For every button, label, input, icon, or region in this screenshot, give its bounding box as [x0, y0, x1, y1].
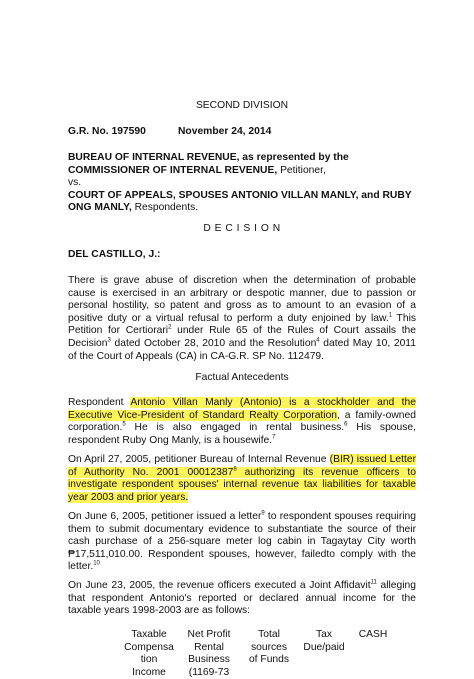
division-heading: SECOND DIVISION: [195, 100, 289, 111]
income-table-header: [118, 629, 398, 679]
case-date: November 24, 2014: [178, 126, 272, 137]
parties-vs: vs.: [68, 177, 82, 189]
june23-paragraph: On June 23, 2005, the revenue officers executed a Joint Affidavit$^{11}$ alleging that respondent Antonio's reported or declared annual income for the taxable years 1998-2003 are as follows:: [68, 579, 417, 617]
respondent-paragraph: Respondent Antonio Villan Manly (Antonio) is a stockholder and the Executive Vice-President of Standard Realty Corporation, a family-owned corporation.$^5$ He is also engaged in rental business.$^6$ His spouse, respondent Ruby Ong Manly, is a housewife.$^7$: [68, 397, 416, 446]
table-header-cell: Total sources of Funds: [248, 629, 290, 666]
table-header-cell: Net Profit Rental Business (1169-73: [187, 629, 231, 678]
parties-line-1: BUREAU OF INTERNAL REVENUE, as represented by the: [68, 152, 349, 163]
case-header: [68, 126, 416, 139]
ponente: DEL CASTILLO, J.:: [68, 249, 161, 260]
table-header-cell: CASH: [358, 629, 388, 640]
gr-number: G.R. No. 197590: [68, 126, 146, 137]
parties-line-3: COURT OF APPEALS, SPOUSES ANTONIO VILLAN MANLY, and RUBY: [68, 189, 412, 201]
highlight: (BIR) issued Letter of Authority No. 2001 00012387$^8$ authorizing its revenue officers to investigate respondent spouses' internal revenue tax liabilities for taxable year 2003 and prior years.: [68, 454, 417, 503]
highlight: Antonio Villan Manly (Antonio) is a stockholder and the Executive Vice-President of Standard Realty Corporation: [68, 397, 416, 421]
factual-heading: Factual Antecedents: [195, 372, 289, 383]
june6-paragraph: On June 6, 2005, petitioner issued a letter$^9$ to respondent spouses requiring them to submit documentary evidence to substantiate the source of their cash purchase of a 256-square meter log cabin in Tagaytay City worth ₱17,511,010.00. Respondent spouses, however, failedto comply with the letter.$^{10}$: [68, 510, 416, 573]
parties-line-4: ONG MANLY, Respondents.: [68, 202, 199, 214]
parties-line-2: COMMISSIONER OF INTERNAL REVENUE, Petitioner,: [68, 164, 326, 176]
table-header-cell: Tax Due/paid: [303, 629, 345, 653]
parties-block: [68, 152, 416, 215]
april-paragraph: On April 27, 2005, petitioner Bureau of Internal Revenue (BIR) issued Letter of Authority No. 2001 00012387$^8$ authorizing its revenue officers to investigate respondent spouses' internal revenue tax liabilities for taxable year 2003 and prior years.: [68, 454, 417, 503]
intro-paragraph: There is grave abuse of discretion when the determination of probable cause is exercised in an arbitrary or despotic manner, due to passion or personal hostility, so patent and gross as to amount to an evasion of a positive duty or a virtual refusal to perform a duty enjoined by law.$^1$ This Petition for Certiorari$^2$ under Rule 65 of the Rules of Court assails the Decision$^3$ dated October 28, 2010 and the Resolution$^4$ dated May 10, 2011 of the Court of Appeals (CA) in CA-G.R. SP No. 112479.: [68, 275, 417, 362]
decision-title: D E C I S I O N: [203, 223, 281, 234]
table-header-cell: Taxable Compensa tion Income: [124, 629, 174, 678]
